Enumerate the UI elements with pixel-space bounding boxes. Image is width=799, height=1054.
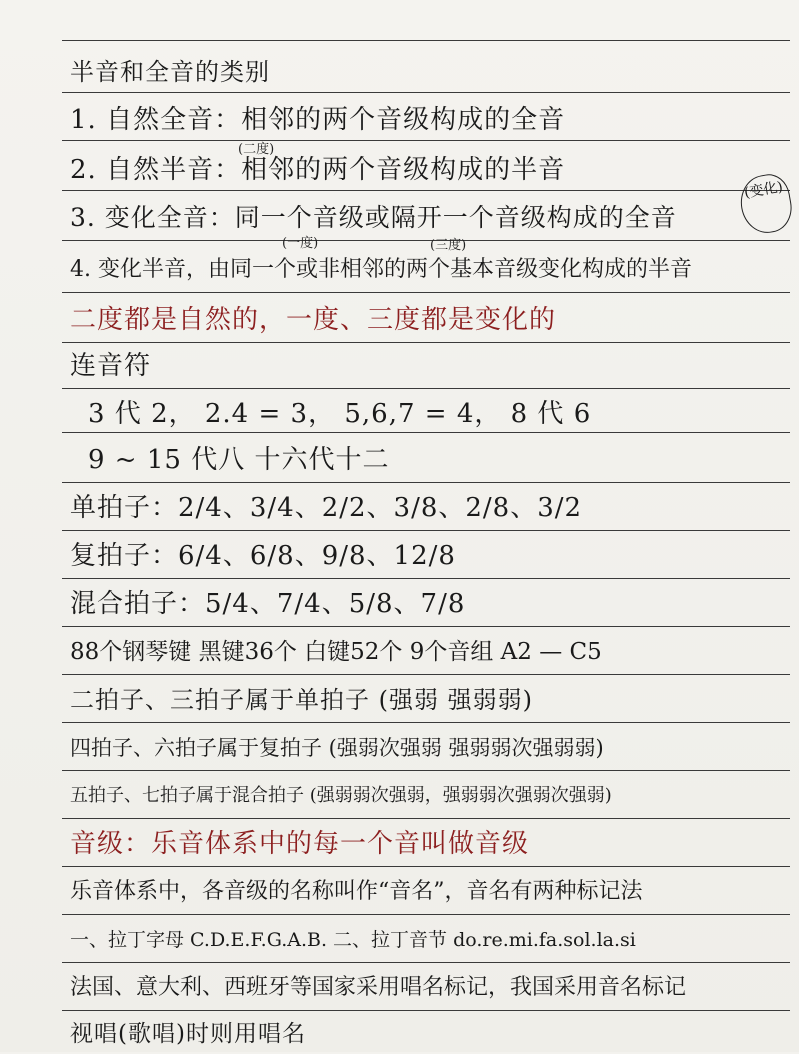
note-title: 半音和全音的类别 [70,58,270,86]
note-line: 4. 变化半音，由同一个或非相邻的两个基本音级变化构成的半音 [70,257,692,282]
note-line: 2. 自然半音：相邻的两个音级构成的半音 [70,155,566,185]
note-line: 单拍子：2/4、3/4、2/2、3/8、2/8、3/2 [70,493,583,523]
ruled-line [62,240,790,241]
ruled-line [62,770,790,771]
note-line: 乐音体系中，各音级的名称叫作“音名”，音名有两种标记法 [70,879,643,904]
ruled-line [62,626,790,627]
note-line: 复拍子：6/4、6/8、9/8、12/8 [70,541,456,571]
ruled-line [62,530,790,531]
ruled-line [62,674,790,675]
note-heading: 连音符 [70,351,152,381]
ruled-line [62,190,790,191]
ruled-line [62,578,790,579]
ruled-line [62,818,790,819]
note-line: 88个钢琴键 黑键36个 白键52个 9个音组 A2 — C5 [70,639,602,665]
note-line: 一、拉丁字母 C.D.E.F.G.A.B. 二、拉丁音节 do.re.mi.fa.sol.la.si [70,929,636,951]
note-line: 混合拍子：5/4、7/4、5/8、7/8 [70,589,466,619]
ruled-line [62,1010,790,1011]
ruled-line [62,914,790,915]
note-line: 1. 自然全音：相邻的两个音级构成的全音 [70,105,566,135]
ruled-line [62,92,790,93]
ruled-line [62,482,790,483]
annotation-first-degree: (一度) [282,236,319,251]
note-line: 9 ~ 15 代八 十六代十二 [88,445,390,475]
ruled-line [62,40,790,41]
note-line-red: 二度都是自然的，一度、三度都是变化的 [70,305,557,335]
ruled-line [62,292,790,293]
ruled-line [62,342,790,343]
ruled-line [62,962,790,963]
note-line: 五拍子、七拍子属于混合拍子 (强弱弱次强弱，强弱弱次强弱次强弱) [70,785,612,806]
note-line: 3. 变化全音：同一个音级或隔开一个音级构成的全音 [70,203,677,232]
ruled-line [62,722,790,723]
margin-note: (变化) [736,171,795,237]
ruled-line [62,388,790,389]
annotation-third-degree: (三度) [430,238,467,253]
note-line: 法国、意大利、西班牙等国家采用唱名标记，我国采用音名标记 [70,975,687,1000]
note-line: 视唱(歌唱)时则用唱名 [70,1021,306,1047]
annotation-second-degree: (二度) [238,142,275,157]
note-line-red: 音级：乐音体系中的每一个音叫做音级 [70,829,530,859]
note-line: 二拍子、三拍子属于单拍子 (强弱 强弱弱) [70,686,533,714]
ruled-line [62,140,790,141]
note-line: 3 代 2， 2.4 = 3， 5,6,7 = 4， 8 代 6 [88,399,592,429]
ruled-line [62,866,790,867]
note-line: 四拍子、六拍子属于复拍子 (强弱次强弱 强弱弱次强弱弱) [70,736,604,760]
